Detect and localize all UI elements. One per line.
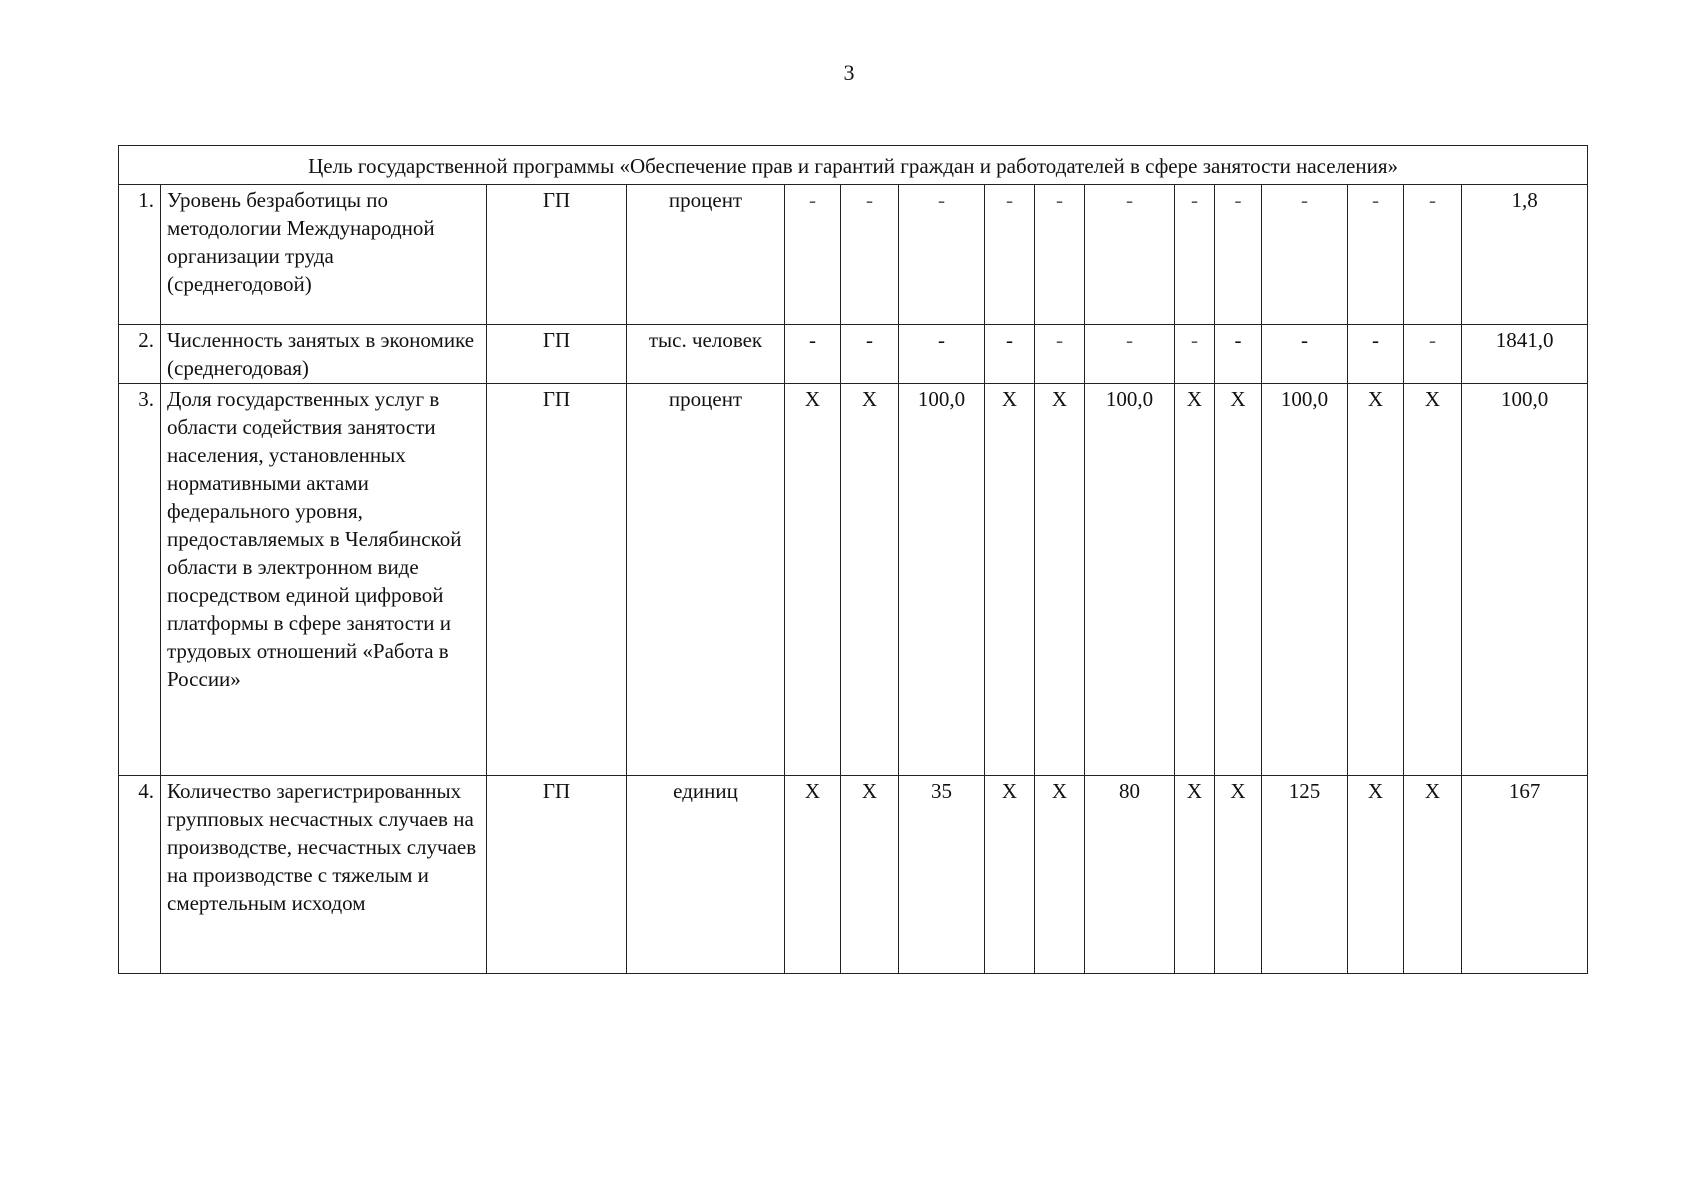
value-cell: X <box>785 384 841 776</box>
value-cell: - <box>1175 185 1215 325</box>
value-cell: - <box>785 325 841 384</box>
table-row <box>119 185 1588 325</box>
value-cell: 1,8 <box>1462 185 1588 325</box>
indicator-level: ГП <box>487 776 627 974</box>
value-cell: - <box>1035 185 1085 325</box>
value-cell: X <box>1215 384 1262 776</box>
value-cell: - <box>899 325 985 384</box>
indicator-name: Количество зарегистрированных групповых несчастных случаев на производстве, несчастных случаев на производстве с тяжелым и смертельным исходом <box>161 776 487 974</box>
value-cell: 167 <box>1462 776 1588 974</box>
indicator-level: ГП <box>487 325 627 384</box>
value-cell: 100,0 <box>1262 384 1348 776</box>
indicators-table <box>118 145 1588 974</box>
value-cell: - <box>785 185 841 325</box>
value-cell: X <box>1175 384 1215 776</box>
indicator-unit: процент <box>627 185 785 325</box>
goal-row <box>119 146 1588 185</box>
value-cell: 100,0 <box>1462 384 1588 776</box>
value-cell: X <box>1175 776 1215 974</box>
value-cell: X <box>1404 776 1462 974</box>
value-cell: 100,0 <box>899 384 985 776</box>
value-cell: X <box>1035 776 1085 974</box>
row-number: 3. <box>119 384 161 776</box>
value-cell: - <box>1035 325 1085 384</box>
value-cell: X <box>785 776 841 974</box>
row-number: 4. <box>119 776 161 974</box>
value-cell: X <box>1215 776 1262 974</box>
value-cell: - <box>985 325 1035 384</box>
value-cell: 35 <box>899 776 985 974</box>
value-cell: 1841,0 <box>1462 325 1588 384</box>
value-cell: 125 <box>1262 776 1348 974</box>
value-cell: - <box>1215 325 1262 384</box>
value-cell: - <box>1175 325 1215 384</box>
value-cell: X <box>841 776 899 974</box>
value-cell: X <box>841 384 899 776</box>
value-cell: X <box>1348 384 1404 776</box>
value-cell: - <box>1215 185 1262 325</box>
table-row <box>119 325 1588 384</box>
indicator-name: Численность занятых в экономике (среднегодовая) <box>161 325 487 384</box>
table-row <box>119 384 1588 776</box>
goal-title: Цель государственной программы «Обеспечение прав и гарантий граждан и работодателей в сфере занятости населения» <box>119 146 1588 185</box>
value-cell: X <box>1404 384 1462 776</box>
value-cell: - <box>1262 325 1348 384</box>
value-cell: - <box>1348 325 1404 384</box>
value-cell: - <box>899 185 985 325</box>
value-cell: X <box>985 384 1035 776</box>
value-cell: - <box>1348 185 1404 325</box>
value-cell: - <box>1404 325 1462 384</box>
indicator-level: ГП <box>487 185 627 325</box>
indicator-level: ГП <box>487 384 627 776</box>
value-cell: - <box>1085 325 1175 384</box>
value-cell: - <box>841 325 899 384</box>
value-cell: - <box>1262 185 1348 325</box>
value-cell: X <box>1348 776 1404 974</box>
value-cell: - <box>985 185 1035 325</box>
indicator-unit: процент <box>627 384 785 776</box>
value-cell: X <box>1035 384 1085 776</box>
indicator-unit: тыс. человек <box>627 325 785 384</box>
value-cell: - <box>841 185 899 325</box>
indicator-unit: единиц <box>627 776 785 974</box>
value-cell: 80 <box>1085 776 1175 974</box>
table-row <box>119 776 1588 974</box>
value-cell: - <box>1404 185 1462 325</box>
value-cell: 100,0 <box>1085 384 1175 776</box>
row-number: 2. <box>119 325 161 384</box>
indicator-name: Доля государственных услуг в области содействия занятости населения, установленных нормативными актами федерального уровня, предоставляемых в Челябинской области в электронном виде посредством единой цифровой платформы в сфере занятости и трудовых отношений «Работа в России» <box>161 384 487 776</box>
page-number: 3 <box>843 60 855 85</box>
value-cell: X <box>985 776 1035 974</box>
row-number: 1. <box>119 185 161 325</box>
value-cell: - <box>1085 185 1175 325</box>
indicator-name: Уровень безработицы по методологии Международной организации труда (среднегодовой) <box>161 185 487 325</box>
